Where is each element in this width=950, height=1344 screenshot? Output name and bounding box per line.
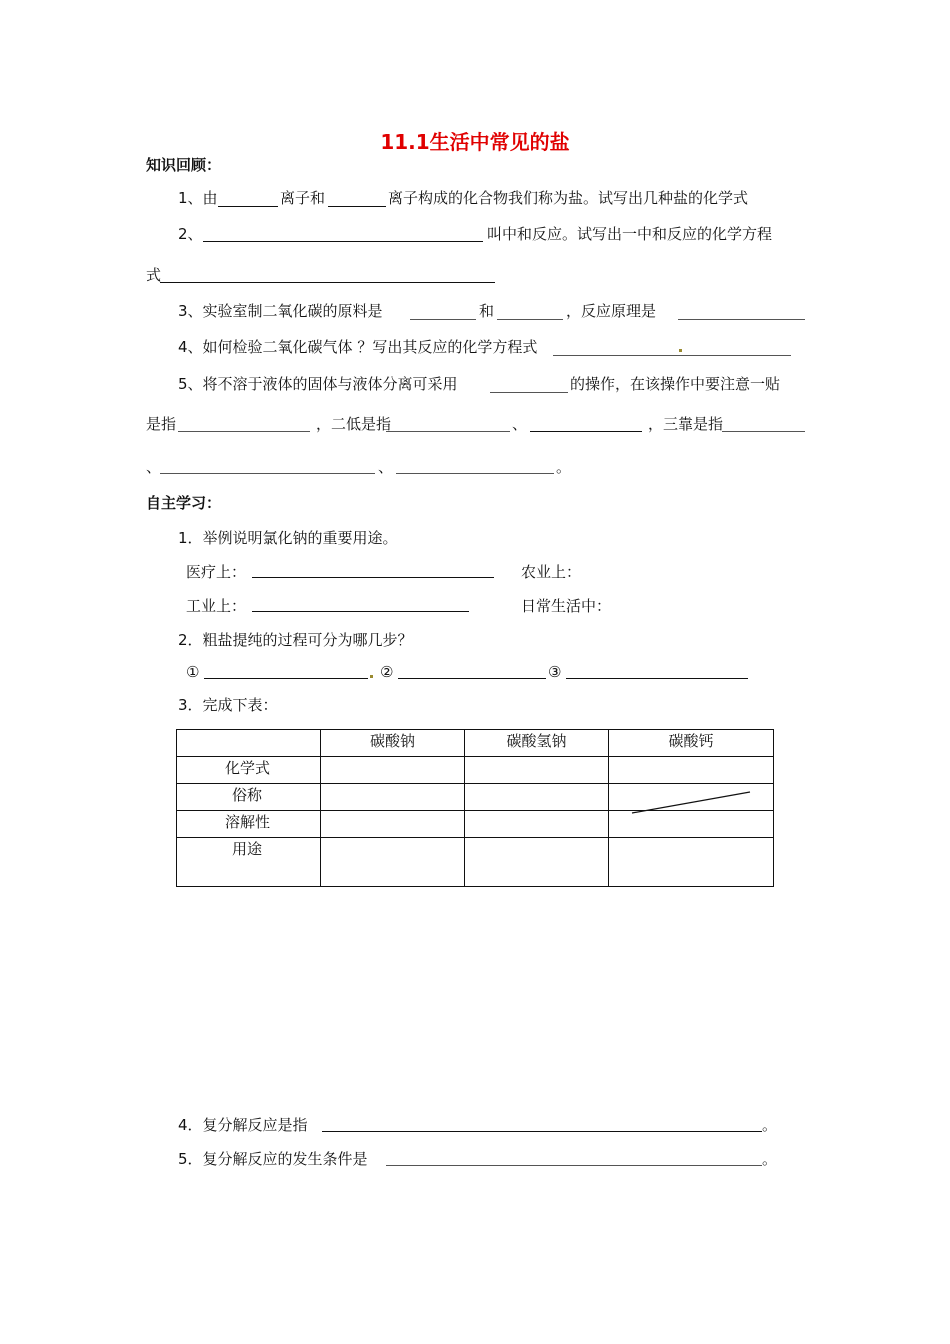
blank-q5-6[interactable]: [160, 473, 375, 474]
review-q5-sep2: 、: [146, 458, 162, 476]
blank-q5-4[interactable]: [530, 431, 642, 432]
review-q2-prefix: 2、: [178, 225, 203, 243]
self-q4-text: 4．复分解反应是指: [178, 1116, 308, 1134]
blank-q3-2[interactable]: [497, 319, 563, 320]
blank-q3-1[interactable]: [410, 319, 476, 320]
section-heading-review: 知识回顾：: [146, 156, 222, 174]
label-agriculture: 农业上：: [521, 563, 582, 581]
blank-self-q4[interactable]: [322, 1131, 762, 1132]
review-q5-suffix: 的操作，在该操作中要注意一贴: [570, 375, 781, 393]
review-q3-mid: 和: [479, 302, 495, 320]
review-q1-mid: 离子和: [280, 189, 326, 207]
label-medical: 医疗上：: [186, 563, 247, 581]
table-header-empty: [177, 730, 321, 757]
table-header-calcium-carbonate: 碳酸钙: [609, 730, 774, 757]
review-q3-prefix: 3、实验室制二氧化碳的原料是: [178, 302, 383, 320]
blank-q2-1[interactable]: [203, 241, 483, 242]
table-row-label-uses: 用途: [177, 838, 321, 887]
blank-q3-3[interactable]: [678, 319, 805, 320]
step-1-label: ①: [186, 663, 200, 681]
blank-q5-2[interactable]: [178, 431, 310, 432]
table-cell[interactable]: [465, 757, 609, 784]
table-row-label-solubility: 溶解性: [177, 811, 321, 838]
review-q5-tie: 是指: [146, 415, 177, 433]
stray-mark: [679, 349, 682, 352]
blank-q5-7[interactable]: [396, 473, 554, 474]
stray-mark-2: [370, 675, 373, 678]
table-cell[interactable]: [465, 784, 609, 811]
review-q5-lean: ，三靠是指: [648, 415, 724, 433]
review-q1-prefix: 1、由: [178, 189, 218, 207]
blank-step-3[interactable]: [566, 678, 748, 679]
table-cell[interactable]: [609, 838, 774, 887]
blank-q4-1[interactable]: [553, 355, 791, 356]
cross-out-line: [630, 788, 754, 818]
review-q5-prefix: 5、将不溶于液体的固体与液体分离可采用: [178, 375, 458, 393]
blank-q2-2[interactable]: [160, 282, 495, 283]
review-q5-end: 。: [556, 458, 572, 476]
table-row-label-common-name: 俗称: [177, 784, 321, 811]
self-q1-text: 1．举例说明氯化钠的重要用途。: [178, 529, 398, 547]
blank-step-2[interactable]: [398, 678, 546, 679]
table-row-label-formula: 化学式: [177, 757, 321, 784]
blank-q1-1[interactable]: [218, 206, 278, 207]
review-q2-cont: 式: [146, 266, 162, 284]
label-daily: 日常生活中：: [521, 597, 612, 615]
step-3-label: ③: [548, 663, 562, 681]
self-q4-end: 。: [762, 1116, 778, 1134]
review-q2-suffix: 叫中和反应。试写出一中和反应的化学方程: [487, 225, 773, 243]
blank-q5-1[interactable]: [490, 392, 568, 393]
table-cell[interactable]: [609, 757, 774, 784]
blank-industry[interactable]: [252, 611, 469, 612]
self-q5-end: 。: [762, 1150, 778, 1168]
review-q5-sep1: 、: [512, 415, 528, 433]
self-q5-text: 5．复分解反应的发生条件是: [178, 1150, 368, 1168]
blank-step-1[interactable]: [204, 678, 368, 679]
review-q3-suffix: ，反应原理是: [566, 302, 657, 320]
review-q1-suffix: 离子构成的化合物我们称为盐。试写出几种盐的化学式: [388, 189, 749, 207]
step-2-label: ②: [380, 663, 394, 681]
table-cell[interactable]: [465, 838, 609, 887]
table-header-sodium-carbonate: 碳酸钠: [321, 730, 465, 757]
blank-q1-2[interactable]: [328, 206, 386, 207]
table-cell[interactable]: [465, 811, 609, 838]
table-header-sodium-bicarbonate: 碳酸氢钠: [465, 730, 609, 757]
table-cell[interactable]: [321, 838, 465, 887]
label-industry: 工业上：: [186, 597, 247, 615]
blank-medical[interactable]: [252, 577, 494, 578]
blank-q5-3[interactable]: [386, 431, 510, 432]
blank-self-q5[interactable]: [386, 1165, 762, 1166]
section-heading-self-study: 自主学习：: [146, 494, 222, 512]
page-title: 11.1生活中常见的盐: [380, 130, 570, 154]
table-cell[interactable]: [321, 811, 465, 838]
review-q4-text: 4、如何检验二氧化碳气体 ？写出其反应的化学方程式: [178, 338, 538, 356]
table-cell[interactable]: [321, 784, 465, 811]
blank-q5-5[interactable]: [722, 431, 805, 432]
review-q5-sep3: 、: [378, 458, 394, 476]
self-q2-text: 2．粗盐提纯的过程可分为哪几步？: [178, 631, 413, 649]
self-q3-text: 3．完成下表：: [178, 696, 278, 714]
review-q5-low: ，二低是指: [316, 415, 392, 433]
table-cell[interactable]: [321, 757, 465, 784]
